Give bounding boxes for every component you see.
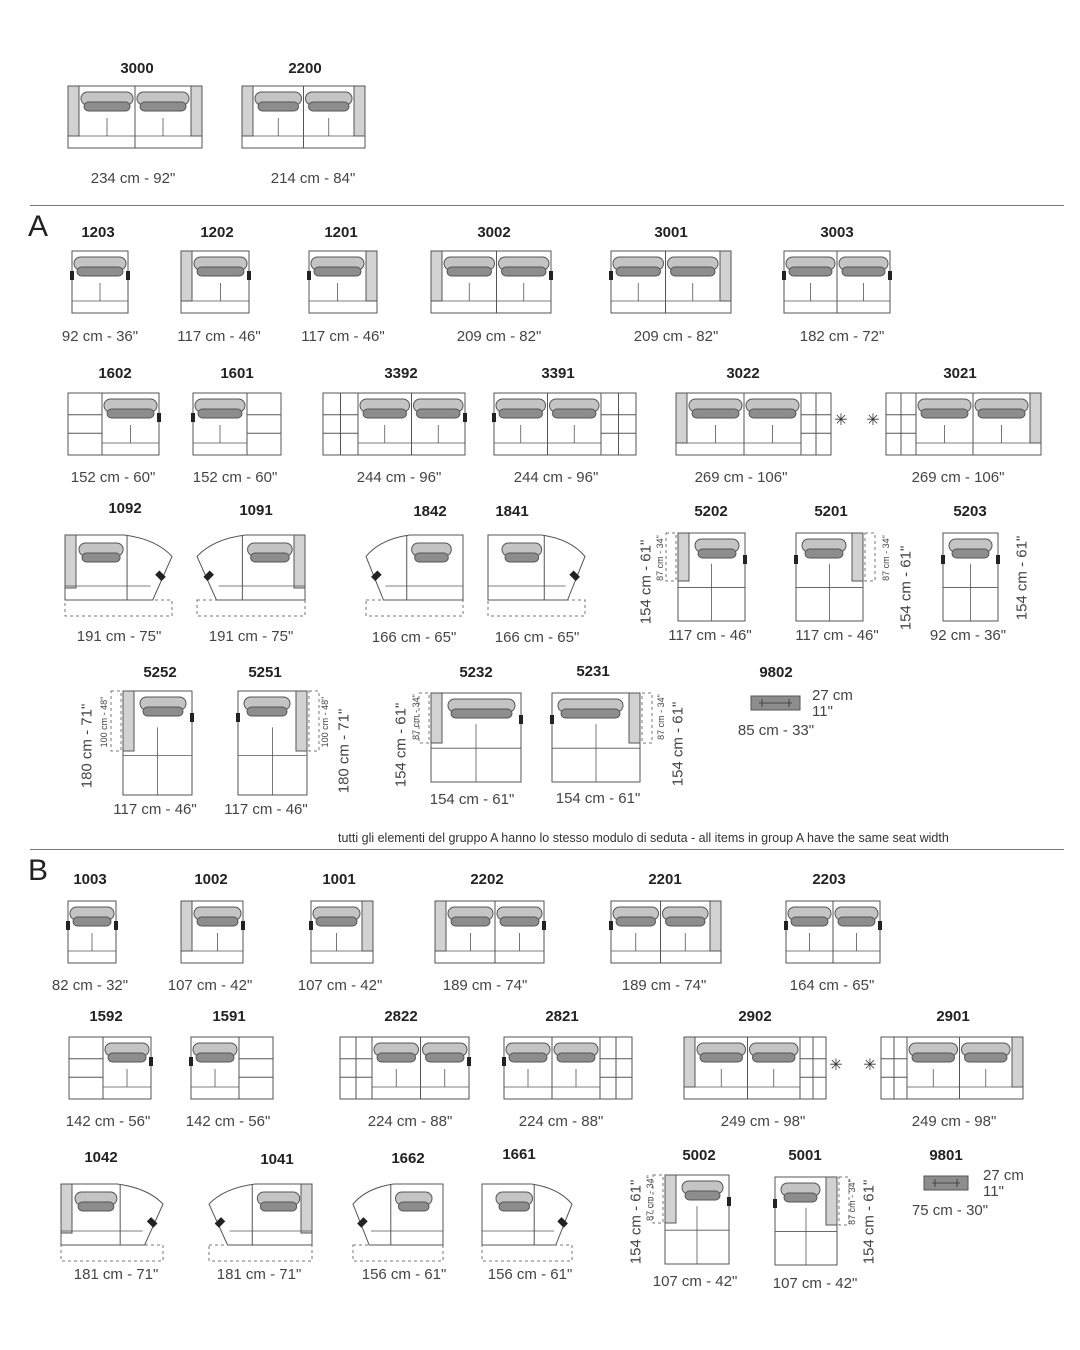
module-code: 9801 [929,1147,963,1164]
sofa-3022 [676,393,831,455]
module-code: 5232 [459,664,493,681]
module-code: 1091 [239,502,273,519]
module-depth: 154 cm - 61" [1013,535,1031,621]
chaise-5001 [773,1177,849,1265]
module-dimension: 182 cm - 72" [799,328,885,345]
chaise-5002 [653,1175,731,1264]
sofa-2203 [784,901,882,963]
asterisk-icon: ✳ [866,412,880,429]
module-code: 5001 [788,1147,822,1164]
module-dimension: 166 cm - 65" [371,629,457,646]
module-dimension: 75 cm - 30" [911,1202,989,1219]
module-dimension: 189 cm - 74" [442,977,528,994]
corner-1091 [197,535,305,616]
module-code: 1591 [212,1008,246,1025]
module-code: 5252 [143,664,177,681]
sofa-1002 [181,901,245,963]
module-code: 1841 [495,503,529,520]
module-dimension: 154 cm - 61" [429,791,515,808]
module-seat-depth: 100 cm - 48" [99,696,109,748]
chaise-5251 [236,691,319,795]
chaise-5252 [111,691,194,795]
module-code: 1662 [391,1150,425,1167]
module-code: 5202 [694,503,728,520]
module-depth: 180 cm - 71" [335,708,353,794]
module-dimension: 249 cm - 98" [720,1113,806,1130]
module-dimension: 191 cm - 75" [208,628,294,645]
module-code: 5231 [576,663,610,680]
module-dimension: 117 cm - 46" [224,801,308,818]
module-dimension: 85 cm - 33" [737,722,815,739]
module-code: 1002 [194,871,228,888]
module-dimension: 269 cm - 106" [911,469,1005,486]
module-dimension: 224 cm - 88" [518,1113,604,1130]
module-code: 2821 [545,1008,579,1025]
module-seat-depth: 87 cm - 34" [881,535,891,581]
sofa-1003 [66,901,118,963]
module-code: 5203 [953,503,987,520]
corner-1092 [65,535,172,616]
module-dimension: 224 cm - 88" [367,1113,453,1130]
sofa-1601 [191,393,281,455]
sofa-2902 [684,1037,826,1099]
module-code: 9802 [759,664,793,681]
module-code: 1202 [200,224,234,241]
module-code: 5201 [814,503,848,520]
module-seat-depth: 87 cm - 34" [645,1175,655,1221]
module-code: 3022 [726,365,760,382]
module-dimension: 269 cm - 106" [694,469,788,486]
sofa-2822 [340,1037,471,1099]
module-code: 1602 [98,365,132,382]
sofa-2202 [435,901,546,963]
module-code: 3392 [384,365,418,382]
module-dimension: 189 cm - 74" [621,977,707,994]
module-code: 1201 [324,224,358,241]
module-height: 27 cm [983,1167,1024,1184]
ottoman-9801 [924,1176,968,1190]
module-depth: 154 cm - 61" [860,1179,878,1265]
asterisk-icon: ✳ [863,1057,877,1074]
sofa-2901 [881,1037,1023,1099]
module-height-inches: 11" [812,703,833,720]
chaise-5202 [666,533,747,621]
module-code: 2822 [384,1008,418,1025]
module-code: 2203 [812,871,846,888]
chaise-5231 [550,693,652,782]
sofa-1202 [181,251,251,313]
module-code: 1042 [84,1149,118,1166]
module-dimension: 117 cm - 46" [113,801,197,818]
corner-1661 [482,1184,572,1261]
module-code: 1092 [108,500,142,517]
module-code: 1601 [220,365,254,382]
module-seat-depth: 87 cm - 34" [655,535,665,581]
module-seat-depth: 87 cm - 34" [847,1179,857,1225]
module-code: 5251 [248,664,282,681]
sofa-3391 [492,393,636,455]
module-code: 3021 [943,365,977,382]
sofa-3021 [886,393,1041,455]
module-height: 27 cm [812,687,853,704]
module-dimension: 156 cm - 61" [487,1266,573,1283]
module-code: 3000 [120,60,154,77]
asterisk-icon: ✳ [829,1057,843,1074]
module-dimension: 154 cm - 61" [555,790,641,807]
module-code: 3001 [654,224,688,241]
sofa-2201 [609,901,721,963]
module-dimension: 107 cm - 42" [167,977,253,994]
corner-1042 [61,1184,163,1261]
module-seat-depth: 87 cm - 34" [411,694,421,740]
module-dimension: 244 cm - 96" [356,469,442,486]
module-code: 2202 [470,871,504,888]
module-height-inches: 11" [983,1183,1004,1200]
module-dimension: 214 cm - 84" [270,170,356,187]
module-depth: 154 cm - 61" [637,539,655,625]
corner-1842 [366,535,463,616]
module-code: 1003 [73,871,107,888]
module-dimension: 164 cm - 65" [789,977,875,994]
chaise-5203 [941,533,1000,621]
sofa-1591 [189,1037,273,1099]
sofa-3002 [431,251,553,313]
module-dimension: 107 cm - 42" [772,1275,858,1292]
module-dimension: 142 cm - 56" [65,1113,151,1130]
sofa-1602 [68,393,161,455]
module-dimension: 191 cm - 75" [76,628,162,645]
module-code: 1203 [81,224,115,241]
sofa-3001 [609,251,731,313]
module-code: 2901 [936,1008,970,1025]
module-code: 1041 [260,1151,294,1168]
module-dimension: 234 cm - 92" [90,170,176,187]
sofa-2821 [502,1037,632,1099]
chaise-5201 [794,533,875,621]
module-dimension: 156 cm - 61" [361,1266,447,1283]
module-depth: 154 cm - 61" [392,702,410,788]
module-code: 1842 [413,503,447,520]
module-dimension: 181 cm - 71" [73,1266,159,1283]
corner-1662 [353,1184,443,1261]
module-code: 1592 [89,1008,123,1025]
module-depth: 154 cm - 61" [897,545,915,631]
module-dimension: 117 cm - 46" [668,627,752,644]
group-a-heading: A [28,210,49,243]
module-code: 1661 [502,1146,536,1163]
sofa-1201 [307,251,377,313]
sofa-1592 [69,1037,153,1099]
module-code: 3391 [541,365,575,382]
module-dimension: 92 cm - 36" [929,627,1007,644]
module-dimension: 117 cm - 46" [177,328,261,345]
sofa-1203 [70,251,130,313]
module-dimension: 166 cm - 65" [494,629,580,646]
module-dimension: 117 cm - 46" [795,627,879,644]
module-dimension: 117 cm - 46" [301,328,385,345]
module-dimension: 107 cm - 42" [297,977,383,994]
module-code: 2902 [738,1008,772,1025]
module-seat-depth: 100 cm - 48" [320,696,330,748]
sofa-1001 [309,901,373,963]
module-dimension: 82 cm - 32" [51,977,129,994]
module-code: 1001 [322,871,356,888]
corner-1041 [209,1184,312,1261]
corner-1841 [488,535,585,616]
module-code: 3003 [820,224,854,241]
module-code: 5002 [682,1147,716,1164]
module-depth: 180 cm - 71" [78,703,96,789]
module-dimension: 107 cm - 42" [652,1273,738,1290]
group-a-note: tutti gli elementi del gruppo A hanno lo stesso modulo di seduta - all items in group A have the same seat width [338,831,949,845]
sofa-3003 [782,251,892,313]
sofa-3392 [323,393,467,455]
module-dimension: 209 cm - 82" [456,328,542,345]
ottoman-9802 [751,696,800,710]
module-dimension: 181 cm - 71" [216,1266,302,1283]
module-dimension: 152 cm - 60" [70,469,156,486]
module-dimension: 244 cm - 96" [513,469,599,486]
module-seat-depth: 87 cm - 34" [656,694,666,740]
chaise-5232 [419,693,523,782]
module-depth: 154 cm - 61" [627,1179,645,1265]
module-dimension: 152 cm - 60" [192,469,278,486]
module-dimension: 249 cm - 98" [911,1113,997,1130]
module-dimension: 142 cm - 56" [185,1113,271,1130]
module-depth: 154 cm - 61" [669,701,687,787]
group-b-heading: B [28,854,49,887]
module-code: 2200 [288,60,322,77]
module-code: 2201 [648,871,682,888]
module-dimension: 92 cm - 36" [61,328,139,345]
sofa-2200 [242,86,365,148]
asterisk-icon: ✳ [834,412,848,429]
module-dimension: 209 cm - 82" [633,328,719,345]
module-code: 3002 [477,224,511,241]
sofa-3000 [68,86,202,148]
